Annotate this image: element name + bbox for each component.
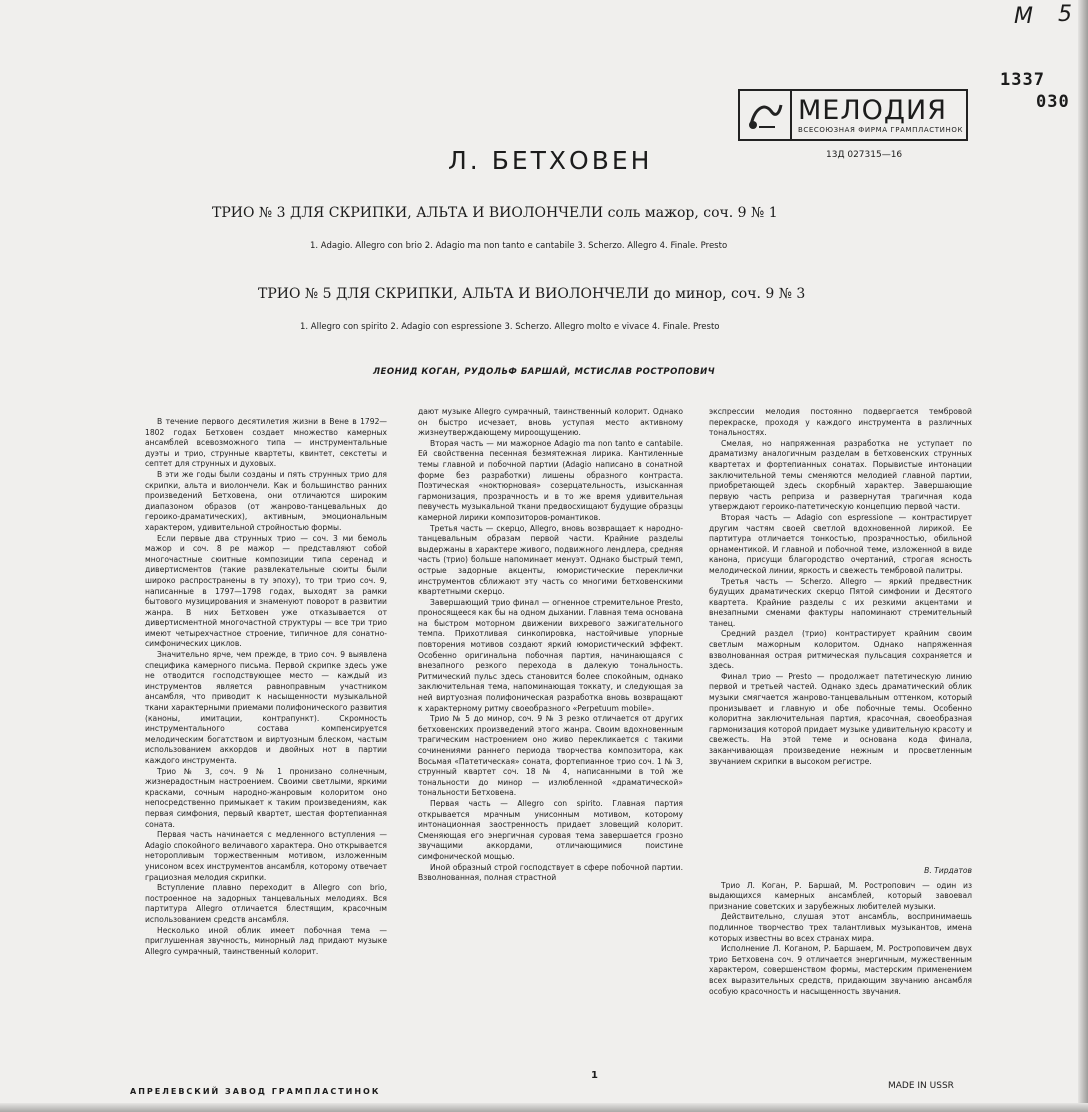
record-code: 13Д 027315—16 — [826, 150, 903, 160]
page-number: 1 — [591, 1070, 598, 1081]
paragraph: Трио № 5 до минор, соч. 9 № 3 резко отличается от других бетховенских произведений этого жанра. Своим вдохновенным трагическим настроением оно живо перекликается с такими сочинениями раннего периода творчества композитора, как Восьмая «Патетическая» соната, фортепианное трио соч. 1 № 3, струнный квартет соч. 18 № 4, написанными в той же тональности до минор — излюбленной «драматической» тональности Бетховена. — [418, 714, 683, 798]
manufacturer: АПРЕЛЕВСКИЙ ЗАВОД ГРАМПЛАСТИНОК — [130, 1087, 381, 1096]
paragraph: Иной образный строй господствует в сфере побочной партии. Взволнованная, полная страстной — [418, 862, 683, 883]
paragraph: Вступление плавно переходит в Allegro con brio, построенное на задорных танцевальных мелодиях. Вся партитура Allegro отличается блестящим, красочным использованием средств ансамбля. — [145, 883, 387, 924]
paragraph: Средний раздел (трио) контрастирует крайним своим светлым мажорным колоритом. Однако напряженная взволнованная острая ритмическая пульсация сохраняется и здесь. — [709, 629, 972, 671]
paragraph: Вторая часть — ми мажорное Adagio ma non tanto e cantabile. Ей свойственна песенная безмятежная лирика. Кантиленные темы главной и побочной партии (Adagio написано в сонатной форме без разработки) лишены образного контраста. Поэтическая «ноктюрновая» созерцательность, изысканная гармонизация, прозрачность и в то же время удивительная певучесть музыкальной ткани предвосхищают будущие образцы камерной лирики композиторов-романтиков. — [418, 438, 683, 522]
paragraph: Третья часть — скерцо, Allegro, вновь возвращает к народно-танцевальным образам первой части. Крайние разделы выдержаны в характере живого, подвижного лендлера, средняя часть (трио) больше напоминает менуэт. Однако быстрый темп, острые задорные акценты, юмористические переклички инструментов сближают эту часть со многими бетховенскими квартетными скерцо. — [418, 523, 683, 597]
paragraph: Смелая, но напряженная разработка не уступает по драматизму аналогичным разделам в бетховенских струнных квартетах и фортепианных сонатах. Порывистые интонации заключительной темы сменяются мелодией главной партии, приобретающей здесь скорбный характер. Завершающие первую часть реприза и развернутая трагичная кода утверждают героико-патетическую концепцию первой части. — [709, 438, 972, 512]
composer-name: Л. БЕТХОВЕН — [448, 146, 653, 175]
paragraph: Финал трио — Presto — продолжает патетическую линию первой и третьей частей. Однако здесь драматический облик музыки смягчается жанрово-танцевальным оттенком, который пронизывает и главную и обе побочные темы. Особенно колоритна заключительная партия, красочная, своеобразная гармонизация которой придает музыке удивительную красоту и свежесть. На этой теме и основана кода финала, заканчивающая произведение нежным и просветленным звучанием скрипки в высоком регистре. — [709, 671, 972, 766]
author-signature: В. Тирдатов — [924, 866, 972, 875]
work-movements: 1. Adagio. Allegro con brio 2. Adagio ma non tanto e cantabile 3. Scherzo. Allegro 4. Finale. Presto — [310, 241, 728, 251]
paragraph: Несколько иной облик имеет побочная тема — приглушенная звучность, минорный лад придают музыке Allegro сумрачный, таинственный колорит. — [145, 925, 387, 956]
liner-notes-column-3-continued — [709, 866, 972, 1016]
catalog-number-suffix: 030 — [1036, 92, 1070, 112]
paragraph: Исполнение Л. Коганом, Р. Баршаем, М. Ростроповичем двух трио Бетховена соч. 9 отличается энергичным, мужественным характером, совершенством формы, мастерским применением всех выразительных средств, придающим звучанию ансамбля особую красочность и насыщенность звучания. — [709, 944, 972, 996]
handwritten-number: 5 — [1058, 2, 1072, 27]
paragraph: экспрессии мелодия постоянно подвергается тембровой перекраске, проходя у каждого инструмента в различных тональностях. — [709, 407, 972, 438]
catalog-number: 1337 — [1000, 70, 1045, 90]
paragraph: Трио Л. Коган, Р. Баршай, М. Ростропович — один из выдающихся камерных ансамблей, который завоевал признание советских и зарубежных любителей музыки. — [709, 880, 972, 911]
paragraph: Первая часть начинается с медленного вступления — Adagio спокойного величавого характера. Оно открывается неторопливым торжественным мотивом, изложенным унисоном всех инструментов ансамбля, которому отвечает грациозная мелодия скрипки. — [145, 830, 387, 882]
work-movements: 1. Allegro con spirito 2. Adagio con espressione 3. Scherzo. Allegro molto e vivace 4. Finale. Presto — [300, 322, 720, 332]
paragraph: Завершающий трио финал — огненное стремительное Presto, проносящееся как бы на одном дыхании. Главная тема основана на быстром моторном движении вихревого зажигательного темпа. Прихотливая синкопировка, настойчивые упорные повторения мотивов создают яркий юмористический эффект. Особенно оригинальна побочная партия, начинающаяся с внезапного резкого перехода в далекую тональность. Ритмический пульс здесь становится более спокойным, однако заключительная тема, напоминающая токкату, и следующая за ней виртуозная полифоническая разработка вновь возвращают к характерному ритму своеобразного «Perpetuum mobile». — [418, 597, 683, 713]
paragraph: Третья часть — Scherzo. Allegro — яркий предвестник будущих драматических скерцо Пятой симфонии и Десятого квартета. Крайние разделы с их резкими акцентами и внезапными сменами фактуры напоминают стремительный танец. — [709, 576, 972, 628]
paragraph: Первая часть — Allegro con spirito. Главная партия открывается мрачным унисонным мотивом, которому интонационная заостренность придает зловещий колорит. Сменяющая его энергичная суровая тема завершается грозно звучащими аккордами, отличающимися поистине симфонической мощью. — [418, 798, 683, 861]
label-subtitle: ВСЕСОЮЗНАЯ ФИРМА ГРАМПЛАСТИНОК — [798, 125, 964, 134]
scan-edge-right — [1078, 0, 1088, 1112]
handwritten-mark: M — [1014, 4, 1033, 29]
made-in: MADE IN USSR — [888, 1081, 954, 1091]
liner-notes-column-2 — [418, 407, 683, 1019]
melodiya-logo — [738, 89, 968, 141]
work-title: ТРИО № 5 ДЛЯ СКРИПКИ, АЛЬТА И ВИОЛОНЧЕЛИ до минор, соч. 9 № 3 — [258, 286, 806, 302]
paragraph: Значительно ярче, чем прежде, в трио соч. 9 выявлена специфика камерного письма. Первой скрипке здесь уже не отводится господствующее место — каждый из инструментов является равноправным участником ансамбля, что приводит к насыщенности музыкальной ткани характерными приемами полифонического развития (каноны, имитации, контрапункт). Скромность инструментального состава компенсируется мелодическим богатством и виртуозным блеском, частым использованием аккордов и двойных нот в партии каждого инструмента. — [145, 650, 387, 765]
paragraph: Если первые два струнных трио — соч. 3 ми бемоль мажор и соч. 8 ре мажор — представляют собой многочастные сюитные композиции типа серенад и дивертисментов (такие развлекательные сюиты были широко распространены в ту эпоху), то три трио соч. 9, написанные в 1797—1798 годах, выходят за рамки бытового музицирования и знаменуют поворот в развитии жанра. В них Бетховен уже отказывается от дивертисментной многочастной структуры — все три трио имеют четырехчастное строение, типичное для сонатно-симфонических циклов. — [145, 533, 387, 649]
paragraph: Действительно, слушая этот ансамбль, воспринимаешь подлинное творчество трех талантливых музыкантов, имена которых известны во всех странах мира. — [709, 912, 972, 943]
paragraph: дают музыке Allegro сумрачный, таинственный колорит. Однако он быстро исчезает, вновь уступая место активному жизнеутверждающему мироощущению. — [418, 407, 683, 438]
liner-notes-column-3 — [709, 407, 972, 935]
performers: ЛЕОНИД КОГАН, РУДОЛЬФ БАРШАЙ, МСТИСЛАВ РОСТРОПОВИЧ — [373, 367, 716, 377]
paragraph: В течение первого десятилетия жизни в Вене в 1792—1802 годах Бетховен создает множество камерных ансамблей всевозможного типа — инструментальные дуэты и трио, струнные квартеты, квинтет, секстеты и септет для струнных и духовых. — [145, 417, 387, 469]
paragraph: Вторая часть — Adagio con espressione — контрастирует другим частям своей светлой вдохновенной лирикой. Ее партитура отличается тонкостью, прозрачностью, обильной орнаментикой. И главной и побочной теме, изложенной в виде канона, присущи благородство очертаний, строгая ясность мелодической линии, яркость и свежесть тембровой палитры. — [709, 512, 972, 575]
scan-edge-bottom — [0, 1103, 1088, 1112]
paragraph: Трио № 3, соч. 9 № 1 пронизано солнечным, жизнерадостным настроением. Своими светлыми, яркими красками, сочным народно-жанровым колоритом оно непосредственно примыкает к таким произведениям, как первая симфония, первый квартет, шестая фортепианная соната. — [145, 766, 387, 829]
paragraph: В эти же годы были созданы и пять струнных трио для скрипки, альта и виолончели. Как и большинство ранних произведений Бетховена, они отличаются широким диапазоном образов (от жанрово-танцевальных до героико-драматических), активным, эмоциональным характером, удивительной стройностью формы. — [145, 469, 387, 532]
liner-notes-column-1 — [145, 417, 387, 1007]
label-name: МЕЛОДИЯ — [798, 94, 947, 126]
work-title: ТРИО № 3 ДЛЯ СКРИПКИ, АЛЬТА И ВИОЛОНЧЕЛИ соль мажор, соч. 9 № 1 — [212, 205, 778, 221]
melodiya-emblem-icon — [740, 91, 792, 139]
